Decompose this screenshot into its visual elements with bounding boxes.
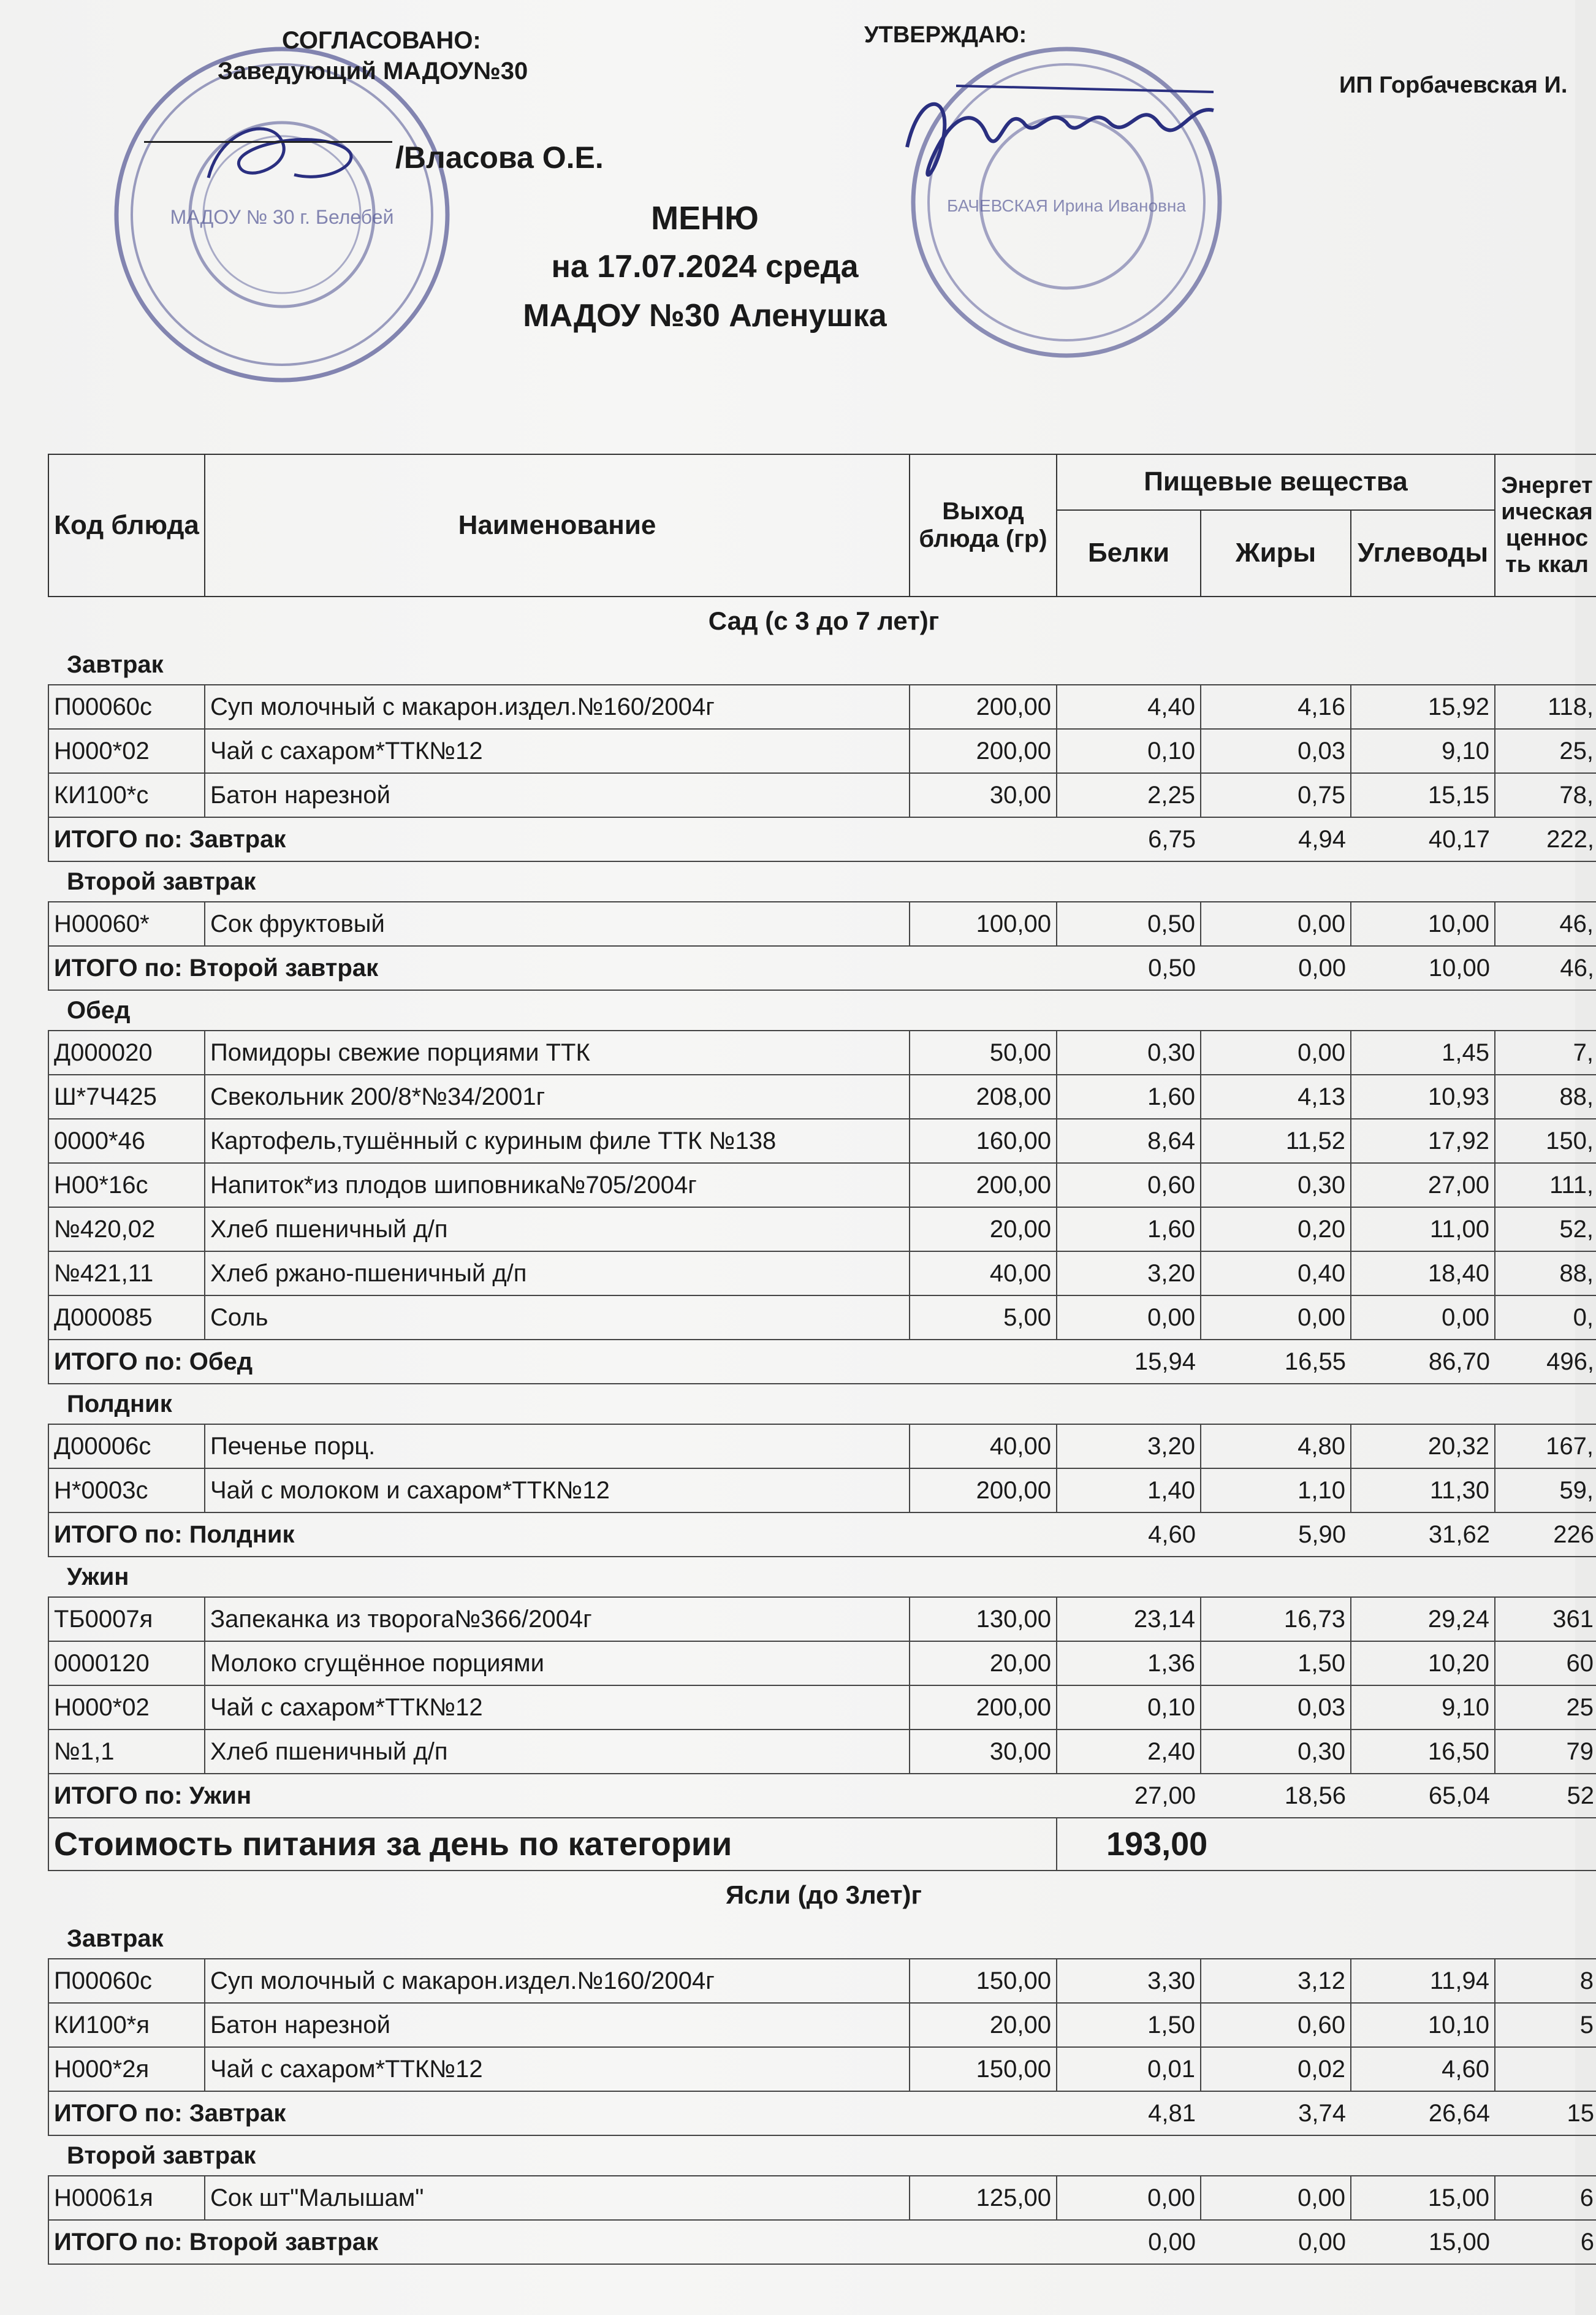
dish-fat: 4,13: [1201, 1075, 1351, 1119]
menu-institution: МАДОУ №30 Аленушка: [523, 298, 887, 334]
dish-protein: 0,30: [1057, 1031, 1201, 1075]
meal-title: Полдник: [67, 1390, 172, 1417]
meal-title: Обед: [67, 996, 131, 1024]
table-row: [48, 1468, 1596, 1512]
total-fat: 16,55: [1201, 1340, 1351, 1384]
table-row: [48, 2047, 1596, 2091]
menu-title: МЕНЮ: [651, 200, 759, 237]
dish-energy: 5: [1495, 2003, 1596, 2047]
dish-yield: 40,00: [910, 1251, 1057, 1295]
dish-energy: 6: [1495, 2176, 1596, 2220]
col-header-code: Код блюда: [48, 454, 205, 597]
dish-carbs: 29,24: [1351, 1597, 1495, 1641]
table-row: [48, 1641, 1596, 1685]
col-header-name: Наименование: [205, 454, 910, 597]
total-fat: 18,56: [1201, 1774, 1351, 1818]
dish-energy: 88,: [1495, 1251, 1596, 1295]
agreed-position: Заведующий МАДОУ№30: [218, 58, 528, 85]
table-row: [48, 1730, 1596, 1774]
total-protein: 27,00: [1057, 1774, 1201, 1818]
dish-carbs: 16,50: [1351, 1730, 1495, 1774]
dish-fat: 0,00: [1201, 902, 1351, 946]
meal-header: [48, 861, 1596, 902]
total-energy: 46,: [1495, 946, 1596, 990]
dish-yield: 130,00: [910, 1597, 1057, 1641]
dish-name: Свекольник 200/8*№34/2001г: [205, 1075, 910, 1119]
total-protein: 0,00: [1057, 2220, 1201, 2264]
meal-total-row: [48, 2091, 1596, 2135]
table-row: [48, 1119, 1596, 1163]
dish-code: Н00*16с: [48, 1163, 205, 1207]
dish-fat: 1,10: [1201, 1468, 1351, 1512]
agreed-label: СОГЛАСОВАНО:: [282, 27, 481, 54]
dish-code: Н00061я: [48, 2176, 205, 2220]
section-title: Сад (с 3 до 7 лет)г: [708, 606, 940, 635]
dish-carbs: 10,93: [1351, 1075, 1495, 1119]
dish-protein: 0,60: [1057, 1163, 1201, 1207]
dish-carbs: 10,00: [1351, 902, 1495, 946]
col-header-carbs: Углеводы: [1351, 510, 1495, 597]
dish-name: Чай с сахаром*ТТК№12: [205, 2047, 910, 2091]
dish-name: Хлеб пшеничный д/п: [205, 1207, 910, 1251]
dish-energy: 88,: [1495, 1075, 1596, 1119]
dish-yield: 200,00: [910, 1468, 1057, 1512]
dish-carbs: 9,10: [1351, 729, 1495, 773]
total-protein: 4,81: [1057, 2091, 1201, 2135]
total-energy: 6: [1495, 2220, 1596, 2264]
dish-name: Хлеб пшеничный д/п: [205, 1730, 910, 1774]
dish-energy: 60: [1495, 1641, 1596, 1685]
col-header-nutrients: Пищевые вещества: [1057, 454, 1495, 510]
dish-energy: 111,: [1495, 1163, 1596, 1207]
meal-title: Завтрак: [67, 650, 164, 678]
table-row: [48, 1424, 1596, 1468]
total-energy: 15: [1495, 2091, 1596, 2135]
meal-header: [48, 1557, 1596, 1597]
dish-fat: 0,30: [1201, 1163, 1351, 1207]
meal-total-row: [48, 817, 1596, 861]
meal-title: Завтрак: [67, 1924, 164, 1952]
total-label: ИТОГО по: Завтрак: [48, 2091, 910, 2135]
approve-label: УТВЕРЖДАЮ:: [864, 22, 1027, 48]
table-row: [48, 1163, 1596, 1207]
meal-header: [48, 990, 1596, 1031]
dish-protein: 0,50: [1057, 902, 1201, 946]
table-row: [48, 1251, 1596, 1295]
signature-left: [184, 104, 392, 202]
dish-fat: 0,20: [1201, 1207, 1351, 1251]
dish-fat: 0,40: [1201, 1251, 1351, 1295]
dish-code: Н*0003с: [48, 1468, 205, 1512]
dish-code: ТБ0007я: [48, 1597, 205, 1641]
dish-fat: 0,00: [1201, 2176, 1351, 2220]
dish-carbs: 9,10: [1351, 1685, 1495, 1730]
total-yield-empty: [910, 817, 1057, 861]
table-row: [48, 729, 1596, 773]
dish-yield: 150,00: [910, 1959, 1057, 2003]
dish-protein: 8,64: [1057, 1119, 1201, 1163]
dish-carbs: 15,00: [1351, 2176, 1495, 2220]
dish-carbs: 20,32: [1351, 1424, 1495, 1468]
dish-energy: 46,: [1495, 902, 1596, 946]
dish-fat: 0,02: [1201, 2047, 1351, 2091]
table-row: [48, 1031, 1596, 1075]
daily-cost-row: [48, 1818, 1596, 1871]
meal-title: Ужин: [67, 1563, 129, 1590]
meal-header: [48, 645, 1596, 685]
dish-yield: 160,00: [910, 1119, 1057, 1163]
stamp-right-text: БАЧЕВСКАЯ Ирина Ивановна: [947, 196, 1186, 215]
dish-energy: 25: [1495, 1685, 1596, 1730]
col-header-protein: Белки: [1057, 510, 1201, 597]
dish-yield: 20,00: [910, 1207, 1057, 1251]
total-carbs: 40,17: [1351, 817, 1495, 861]
section-header: [48, 1871, 1596, 1919]
dish-yield: 20,00: [910, 1641, 1057, 1685]
total-yield-empty: [910, 946, 1057, 990]
dish-carbs: 17,92: [1351, 1119, 1495, 1163]
table-row: [48, 773, 1596, 817]
dish-carbs: 18,40: [1351, 1251, 1495, 1295]
total-yield-empty: [910, 1340, 1057, 1384]
dish-yield: 208,00: [910, 1075, 1057, 1119]
menu-table: [48, 454, 1596, 2265]
dish-protein: 2,40: [1057, 1730, 1201, 1774]
dish-code: Н000*02: [48, 1685, 205, 1730]
dish-code: №421,11: [48, 1251, 205, 1295]
dish-code: П00060с: [48, 685, 205, 729]
dish-protein: 0,00: [1057, 2176, 1201, 2220]
dish-fat: 0,00: [1201, 1295, 1351, 1340]
total-carbs: 65,04: [1351, 1774, 1495, 1818]
total-protein: 15,94: [1057, 1340, 1201, 1384]
dish-fat: 0,03: [1201, 1685, 1351, 1730]
total-label: ИТОГО по: Завтрак: [48, 817, 910, 861]
dish-energy: [1495, 2047, 1596, 2091]
dish-fat: 0,30: [1201, 1730, 1351, 1774]
menu-table-wrapper: [48, 454, 1596, 2265]
dish-fat: 0,60: [1201, 2003, 1351, 2047]
dish-fat: 16,73: [1201, 1597, 1351, 1641]
dish-code: 0000*46: [48, 1119, 205, 1163]
dish-name: Помидоры свежие порциями ТТК: [205, 1031, 910, 1075]
table-row: [48, 1075, 1596, 1119]
dish-energy: 79: [1495, 1730, 1596, 1774]
total-fat: 0,00: [1201, 946, 1351, 990]
total-fat: 3,74: [1201, 2091, 1351, 2135]
table-row: [48, 2003, 1596, 2047]
dish-yield: 40,00: [910, 1424, 1057, 1468]
dish-energy: 59,: [1495, 1468, 1596, 1512]
dish-code: Н000*02: [48, 729, 205, 773]
daily-cost-value: 193,00: [1057, 1818, 1596, 1871]
dish-fat: 4,16: [1201, 685, 1351, 729]
dish-protein: 0,00: [1057, 1295, 1201, 1340]
approve-name: ИП Горбачевская И.: [1339, 72, 1568, 98]
dish-energy: 8: [1495, 1959, 1596, 2003]
dish-energy: 25,: [1495, 729, 1596, 773]
dish-name: Батон нарезной: [205, 2003, 910, 2047]
meal-total-row: [48, 1340, 1596, 1384]
total-label: ИТОГО по: Второй завтрак: [48, 2220, 910, 2264]
table-row: [48, 685, 1596, 729]
dish-protein: 3,20: [1057, 1251, 1201, 1295]
dish-name: Батон нарезной: [205, 773, 910, 817]
total-energy: 496,: [1495, 1340, 1596, 1384]
dish-fat: 0,75: [1201, 773, 1351, 817]
total-label: ИТОГО по: Второй завтрак: [48, 946, 910, 990]
total-fat: 5,90: [1201, 1512, 1351, 1557]
dish-energy: 78,: [1495, 773, 1596, 817]
dish-energy: 361: [1495, 1597, 1596, 1641]
dish-protein: 1,40: [1057, 1468, 1201, 1512]
dish-fat: 0,00: [1201, 1031, 1351, 1075]
dish-code: Н000*2я: [48, 2047, 205, 2091]
dish-carbs: 4,60: [1351, 2047, 1495, 2091]
stamp-left-text: МАДОУ № 30 г. Белебей: [170, 206, 394, 228]
total-carbs: 86,70: [1351, 1340, 1495, 1384]
dish-name: Чай с сахаром*ТТК№12: [205, 1685, 910, 1730]
dish-code: Д000085: [48, 1295, 205, 1340]
meal-header: [48, 1919, 1596, 1959]
total-label: ИТОГО по: Полдник: [48, 1512, 910, 1557]
meal-total-row: [48, 1512, 1596, 1557]
dish-yield: 20,00: [910, 2003, 1057, 2047]
signature-right: [895, 67, 1238, 202]
dish-yield: 125,00: [910, 2176, 1057, 2220]
dish-carbs: 27,00: [1351, 1163, 1495, 1207]
meal-total-row: [48, 1774, 1596, 1818]
dish-carbs: 11,30: [1351, 1468, 1495, 1512]
dish-carbs: 15,92: [1351, 685, 1495, 729]
total-carbs: 10,00: [1351, 946, 1495, 990]
meal-header: [48, 1384, 1596, 1424]
meal-title: Второй завтрак: [67, 868, 256, 895]
dish-name: Суп молочный с макарон.издел.№160/2004г: [205, 1959, 910, 2003]
dish-code: 0000120: [48, 1641, 205, 1685]
meal-title: Второй завтрак: [67, 2141, 256, 2169]
meal-total-row: [48, 2220, 1596, 2264]
dish-code: Д000020: [48, 1031, 205, 1075]
dish-carbs: 10,20: [1351, 1641, 1495, 1685]
dish-protein: 1,60: [1057, 1075, 1201, 1119]
dish-yield: 30,00: [910, 773, 1057, 817]
dish-protein: 2,25: [1057, 773, 1201, 817]
total-label: ИТОГО по: Ужин: [48, 1774, 910, 1818]
dish-code: КИ100*с: [48, 773, 205, 817]
dish-yield: 100,00: [910, 902, 1057, 946]
section-title: Ясли (до 3лет)г: [725, 1880, 922, 1909]
col-header-fat: Жиры: [1201, 510, 1351, 597]
daily-cost-label: Стоимость питания за день по категории: [48, 1818, 1057, 1871]
dish-yield: 30,00: [910, 1730, 1057, 1774]
dish-yield: 200,00: [910, 729, 1057, 773]
dish-name: Запеканка из творога№366/2004г: [205, 1597, 910, 1641]
dish-protein: 23,14: [1057, 1597, 1201, 1641]
dish-carbs: 11,94: [1351, 1959, 1495, 2003]
col-header-energy: Энергетическая ценность ккал: [1495, 454, 1596, 597]
dish-carbs: 15,15: [1351, 773, 1495, 817]
meal-total-row: [48, 946, 1596, 990]
total-energy: 222,: [1495, 817, 1596, 861]
dish-energy: 150,: [1495, 1119, 1596, 1163]
total-fat: 4,94: [1201, 817, 1351, 861]
dish-code: Н00060*: [48, 902, 205, 946]
dish-code: №1,1: [48, 1730, 205, 1774]
total-energy: 52: [1495, 1774, 1596, 1818]
dish-energy: 52,: [1495, 1207, 1596, 1251]
dish-code: Ш*7Ч425: [48, 1075, 205, 1119]
total-protein: 0,50: [1057, 946, 1201, 990]
dish-fat: 3,12: [1201, 1959, 1351, 2003]
agreed-name: /Власова О.Е.: [395, 140, 604, 175]
dish-yield: 200,00: [910, 1163, 1057, 1207]
dish-yield: 5,00: [910, 1295, 1057, 1340]
dish-yield: 150,00: [910, 2047, 1057, 2091]
total-carbs: 15,00: [1351, 2220, 1495, 2264]
dish-name: Напиток*из плодов шиповника№705/2004г: [205, 1163, 910, 1207]
dish-protein: 0,10: [1057, 1685, 1201, 1730]
table-row: [48, 1959, 1596, 2003]
dish-carbs: 11,00: [1351, 1207, 1495, 1251]
dish-yield: 50,00: [910, 1031, 1057, 1075]
dish-name: Сок шт"Малышам": [205, 2176, 910, 2220]
total-carbs: 31,62: [1351, 1512, 1495, 1557]
total-protein: 6,75: [1057, 817, 1201, 861]
table-row: [48, 1685, 1596, 1730]
dish-protein: 3,30: [1057, 1959, 1201, 2003]
dish-energy: 167,: [1495, 1424, 1596, 1468]
dish-energy: 7,: [1495, 1031, 1596, 1075]
total-fat: 0,00: [1201, 2220, 1351, 2264]
dish-name: Печенье порц.: [205, 1424, 910, 1468]
col-header-yield: Выход блюда (гр): [910, 454, 1057, 597]
section-header: [48, 597, 1596, 645]
dish-energy: 118,: [1495, 685, 1596, 729]
dish-yield: 200,00: [910, 1685, 1057, 1730]
total-label: ИТОГО по: Обед: [48, 1340, 910, 1384]
total-yield-empty: [910, 1512, 1057, 1557]
total-yield-empty: [910, 2220, 1057, 2264]
dish-protein: 1,50: [1057, 2003, 1201, 2047]
table-row: [48, 1597, 1596, 1641]
dish-protein: 0,01: [1057, 2047, 1201, 2091]
table-row: [48, 2176, 1596, 2220]
dish-energy: 0,: [1495, 1295, 1596, 1340]
dish-name: Чай с сахаром*ТТК№12: [205, 729, 910, 773]
dish-protein: 1,60: [1057, 1207, 1201, 1251]
dish-code: П00060с: [48, 1959, 205, 2003]
dish-name: Суп молочный с макарон.издел.№160/2004г: [205, 685, 910, 729]
dish-name: Молоко сгущённое порциями: [205, 1641, 910, 1685]
table-row: [48, 902, 1596, 946]
dish-protein: 0,10: [1057, 729, 1201, 773]
dish-carbs: 10,10: [1351, 2003, 1495, 2047]
total-carbs: 26,64: [1351, 2091, 1495, 2135]
dish-protein: 1,36: [1057, 1641, 1201, 1685]
dish-fat: 1,50: [1201, 1641, 1351, 1685]
total-yield-empty: [910, 1774, 1057, 1818]
menu-date: на 17.07.2024 среда: [551, 249, 859, 284]
dish-name: Сок фруктовый: [205, 902, 910, 946]
dish-carbs: 1,45: [1351, 1031, 1495, 1075]
dish-fat: 0,03: [1201, 729, 1351, 773]
dish-fat: 11,52: [1201, 1119, 1351, 1163]
meal-header: [48, 2135, 1596, 2176]
table-row: [48, 1207, 1596, 1251]
dish-code: №420,02: [48, 1207, 205, 1251]
dish-code: Д00006с: [48, 1424, 205, 1468]
dish-code: КИ100*я: [48, 2003, 205, 2047]
dish-carbs: 0,00: [1351, 1295, 1495, 1340]
dish-name: Чай с молоком и сахаром*ТТК№12: [205, 1468, 910, 1512]
dish-name: Хлеб ржано-пшеничный д/п: [205, 1251, 910, 1295]
total-yield-empty: [910, 2091, 1057, 2135]
signature-line: [144, 141, 392, 143]
dish-fat: 4,80: [1201, 1424, 1351, 1468]
dish-yield: 200,00: [910, 685, 1057, 729]
menu-table-body: [48, 597, 1596, 2264]
total-protein: 4,60: [1057, 1512, 1201, 1557]
dish-name: Соль: [205, 1295, 910, 1340]
total-energy: 226: [1495, 1512, 1596, 1557]
dish-name: Картофель,тушённый с куриным филе ТТК №138: [205, 1119, 910, 1163]
table-row: [48, 1295, 1596, 1340]
dish-protein: 4,40: [1057, 685, 1201, 729]
dish-protein: 3,20: [1057, 1424, 1201, 1468]
